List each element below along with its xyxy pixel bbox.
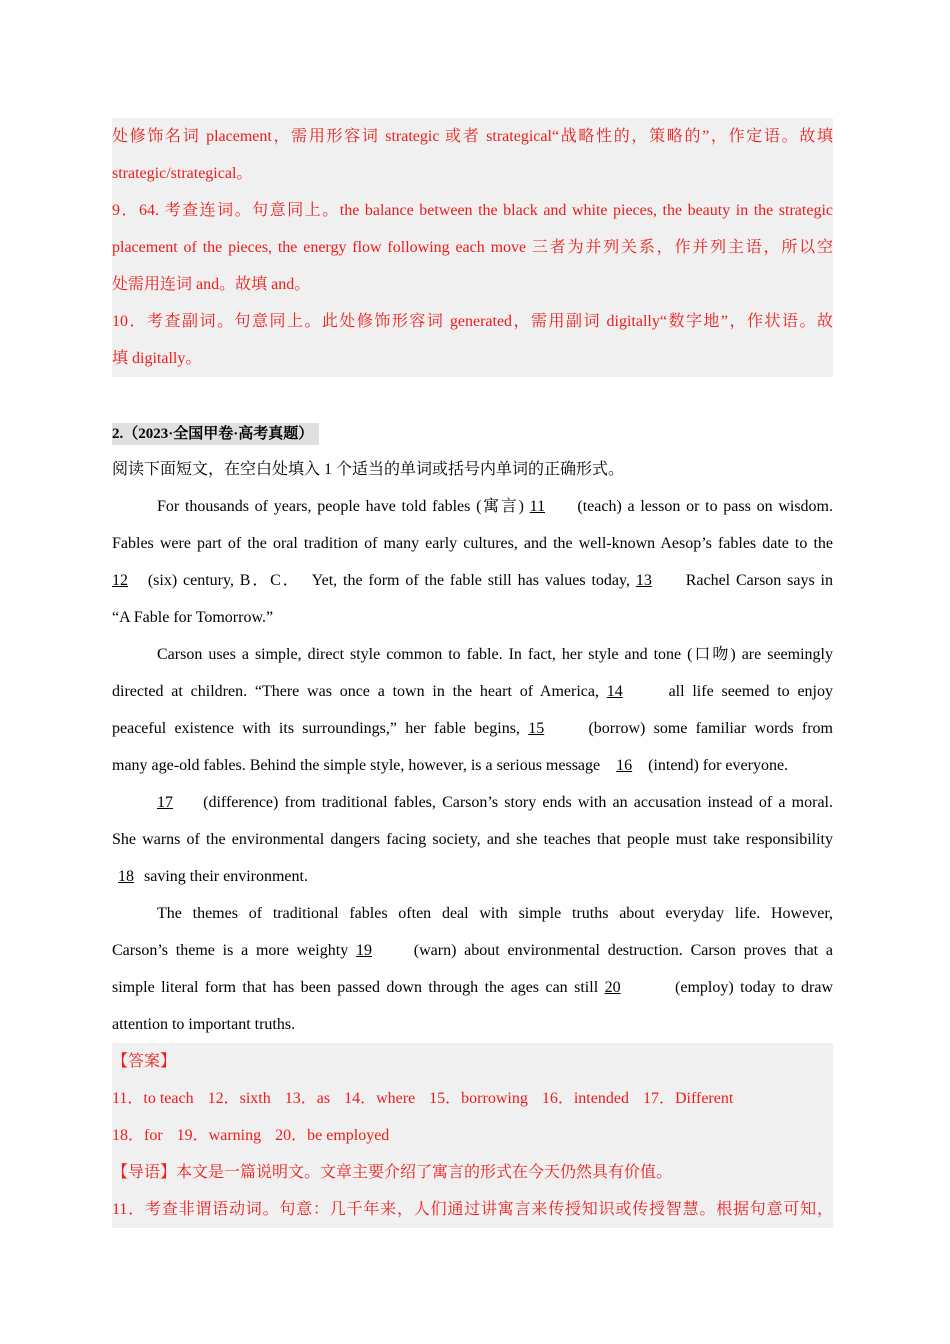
answer-row-1	[112, 1080, 833, 1117]
passage-paragraph-2	[112, 636, 833, 784]
passage-line: For thousands of years, people have told fables (寓言) 11 (teach) a lesson or to pass on wisdom.	[112, 488, 833, 525]
explanation-line: 9．64. 考查连词。句意同上。the balance between the black and white pieces, the beauty in the strategic	[112, 202, 833, 219]
passage-line: peaceful existence with its surroundings,” her fable begins, 15 (borrow) some familiar words from	[112, 710, 833, 747]
answer-item: 14．where	[344, 1090, 416, 1107]
explanation-line: 处修饰名词 placement，需用形容词 strategic 或者 strategical“战略性的，策略的”，作定语。故填	[112, 128, 833, 145]
guide-text: 本文是一篇说明文。文章主要介绍了寓言的形式在今天仍然具有价值。	[176, 1164, 673, 1181]
answer-item: 20．be employed	[275, 1127, 390, 1144]
explanation-line: 填 digitally。	[112, 350, 202, 367]
guide-line	[112, 1154, 833, 1191]
passage-line: attention to important truths.	[112, 1016, 296, 1033]
blank-12: 12	[112, 572, 128, 589]
blank-13: 13	[635, 572, 652, 589]
blank-18: 18	[118, 868, 134, 885]
question-header-row	[112, 417, 833, 451]
answer-block	[112, 1043, 833, 1228]
passage-line: She warns of the environmental dangers facing society, and she teaches that people must take responsibility	[112, 831, 833, 848]
passage-line: directed at children. “There was once a town in the heart of America, 14 all life seemed to enjoy	[112, 673, 833, 710]
blank-14: 14	[606, 683, 623, 700]
question-instruction: 阅读下面短文，在空白处填入 1 个适当的单词或括号内单词的正确形式。	[112, 461, 625, 478]
passage-line: Carson uses a simple, direct style common to fable. In fact, her style and tone (口吻) are seemingly	[157, 646, 833, 663]
blank-11: 11	[529, 498, 546, 515]
explanation-line: 10．考查副词。句意同上。此处修饰形容词 generated，需用副词 digitally“数字地”，作状语。故	[112, 313, 833, 330]
blank-16: 16	[616, 757, 633, 774]
passage-line: many age-old fables. Behind the simple style, however, is a serious message 16 (intend) for everyone.	[112, 747, 833, 784]
guide-label: 【导语】	[112, 1164, 177, 1181]
question-header: 2.（2023·全国甲卷·高考真题）	[112, 423, 319, 445]
answer-item: 18．for	[112, 1127, 163, 1144]
explanation-line: placement of the pieces, the energy flow following each move 三者为并列关系，作并列主语，所以空	[112, 239, 833, 256]
explanation-block-top	[112, 118, 833, 377]
answer-item: 12．sixth	[207, 1090, 271, 1107]
explanation-11: 11．考查非谓语动词。句意：几千年来，人们通过讲寓言来传授知识或传授智慧。根据句意可知，	[112, 1201, 833, 1218]
answer-row-2	[112, 1117, 833, 1154]
passage-paragraph-4	[112, 895, 833, 1043]
page-content	[112, 118, 833, 1228]
answer-item: 19．warning	[176, 1127, 262, 1144]
answer-item: 15．borrowing	[429, 1090, 528, 1107]
answer-item: 16．intended	[541, 1090, 629, 1107]
passage-line: “A Fable for Tomorrow.”	[112, 609, 274, 626]
passage-line: Carson’s theme is a more weighty 19 (warn) about environmental destruction. Carson proves that a	[112, 932, 833, 969]
blank-19: 19	[355, 942, 372, 959]
passage-paragraph-3	[112, 784, 833, 895]
answer-label: 【答案】	[112, 1053, 177, 1070]
explanation-line: 处需用连词 and。故填 and。	[112, 276, 311, 293]
passage-line: 12 (six) century, B．C． Yet, the form of the fable still has values today, 13 Rachel Carson says in	[112, 562, 833, 599]
blank-15: 15	[528, 720, 545, 737]
passage-line: 18 saving their environment.	[112, 858, 833, 895]
answer-item: 13．as	[284, 1090, 331, 1107]
blank-17: 17	[157, 794, 173, 811]
passage-line: 17 (difference) from traditional fables, Carson’s story ends with an accusation instead of a moral.	[112, 784, 833, 821]
explanation-line: strategic/strategical。	[112, 165, 253, 182]
passage-line: simple literal form that has been passed down through the ages can still 20 (employ) today to draw	[112, 969, 833, 1006]
answer-item: 11．to teach	[112, 1090, 194, 1107]
blank-20: 20	[604, 979, 621, 996]
passage-line: Fables were part of the oral tradition of many early cultures, and the well-known Aesop’s fables date to the	[112, 535, 833, 552]
passage-paragraph-1	[112, 488, 833, 636]
answer-item: 17．Different	[642, 1090, 734, 1107]
passage-line: The themes of traditional fables often deal with simple truths about everyday life. However,	[157, 905, 833, 922]
